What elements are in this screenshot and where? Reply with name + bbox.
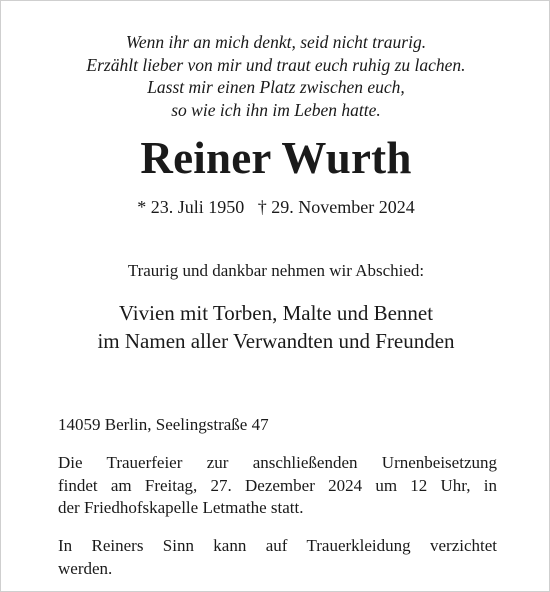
farewell-text: Traurig und dankbar nehmen wir Abschied: xyxy=(127,261,425,280)
ceremony-line: findet am Freitag, 27. Dezember 2024 um 12 Uhr, in xyxy=(58,475,497,495)
ceremony-paragraph xyxy=(58,452,497,520)
note-line: In Reiners Sinn kann auf Trauerkleidung verzichtet xyxy=(58,536,497,555)
mourners xyxy=(1,299,550,355)
ceremony-line: der Friedhofskapelle Letmathe statt. xyxy=(58,498,304,517)
deceased-name: Reiner Wurth xyxy=(140,133,412,183)
poem-line: so wie ich ihn im Leben hatte. xyxy=(171,99,381,120)
mourners-line: Vivien mit Torben, Malte und Bennet xyxy=(118,301,434,325)
birth-date: * 23. Juli 1950 xyxy=(137,197,245,217)
address: 14059 Berlin, Seelingstraße 47 xyxy=(58,415,269,434)
mourners-line: im Namen aller Verwandten und Freunden xyxy=(97,329,455,353)
ceremony-line: Die Trauerfeier zur anschließenden Urnenbeisetzung xyxy=(58,453,497,472)
poem xyxy=(1,31,550,121)
life-dates xyxy=(1,196,550,218)
poem-line: Wenn ihr an mich denkt, seid nicht traurig. xyxy=(125,32,427,52)
poem-line: Erzählt lieber von mir und traut euch ruhig zu lachen. xyxy=(86,54,466,75)
clothing-note xyxy=(58,535,497,580)
note-line: werden. xyxy=(58,558,113,578)
poem-line: Lasst mir einen Platz zwischen euch, xyxy=(147,77,405,97)
death-date: † 29. November 2024 xyxy=(257,197,415,217)
